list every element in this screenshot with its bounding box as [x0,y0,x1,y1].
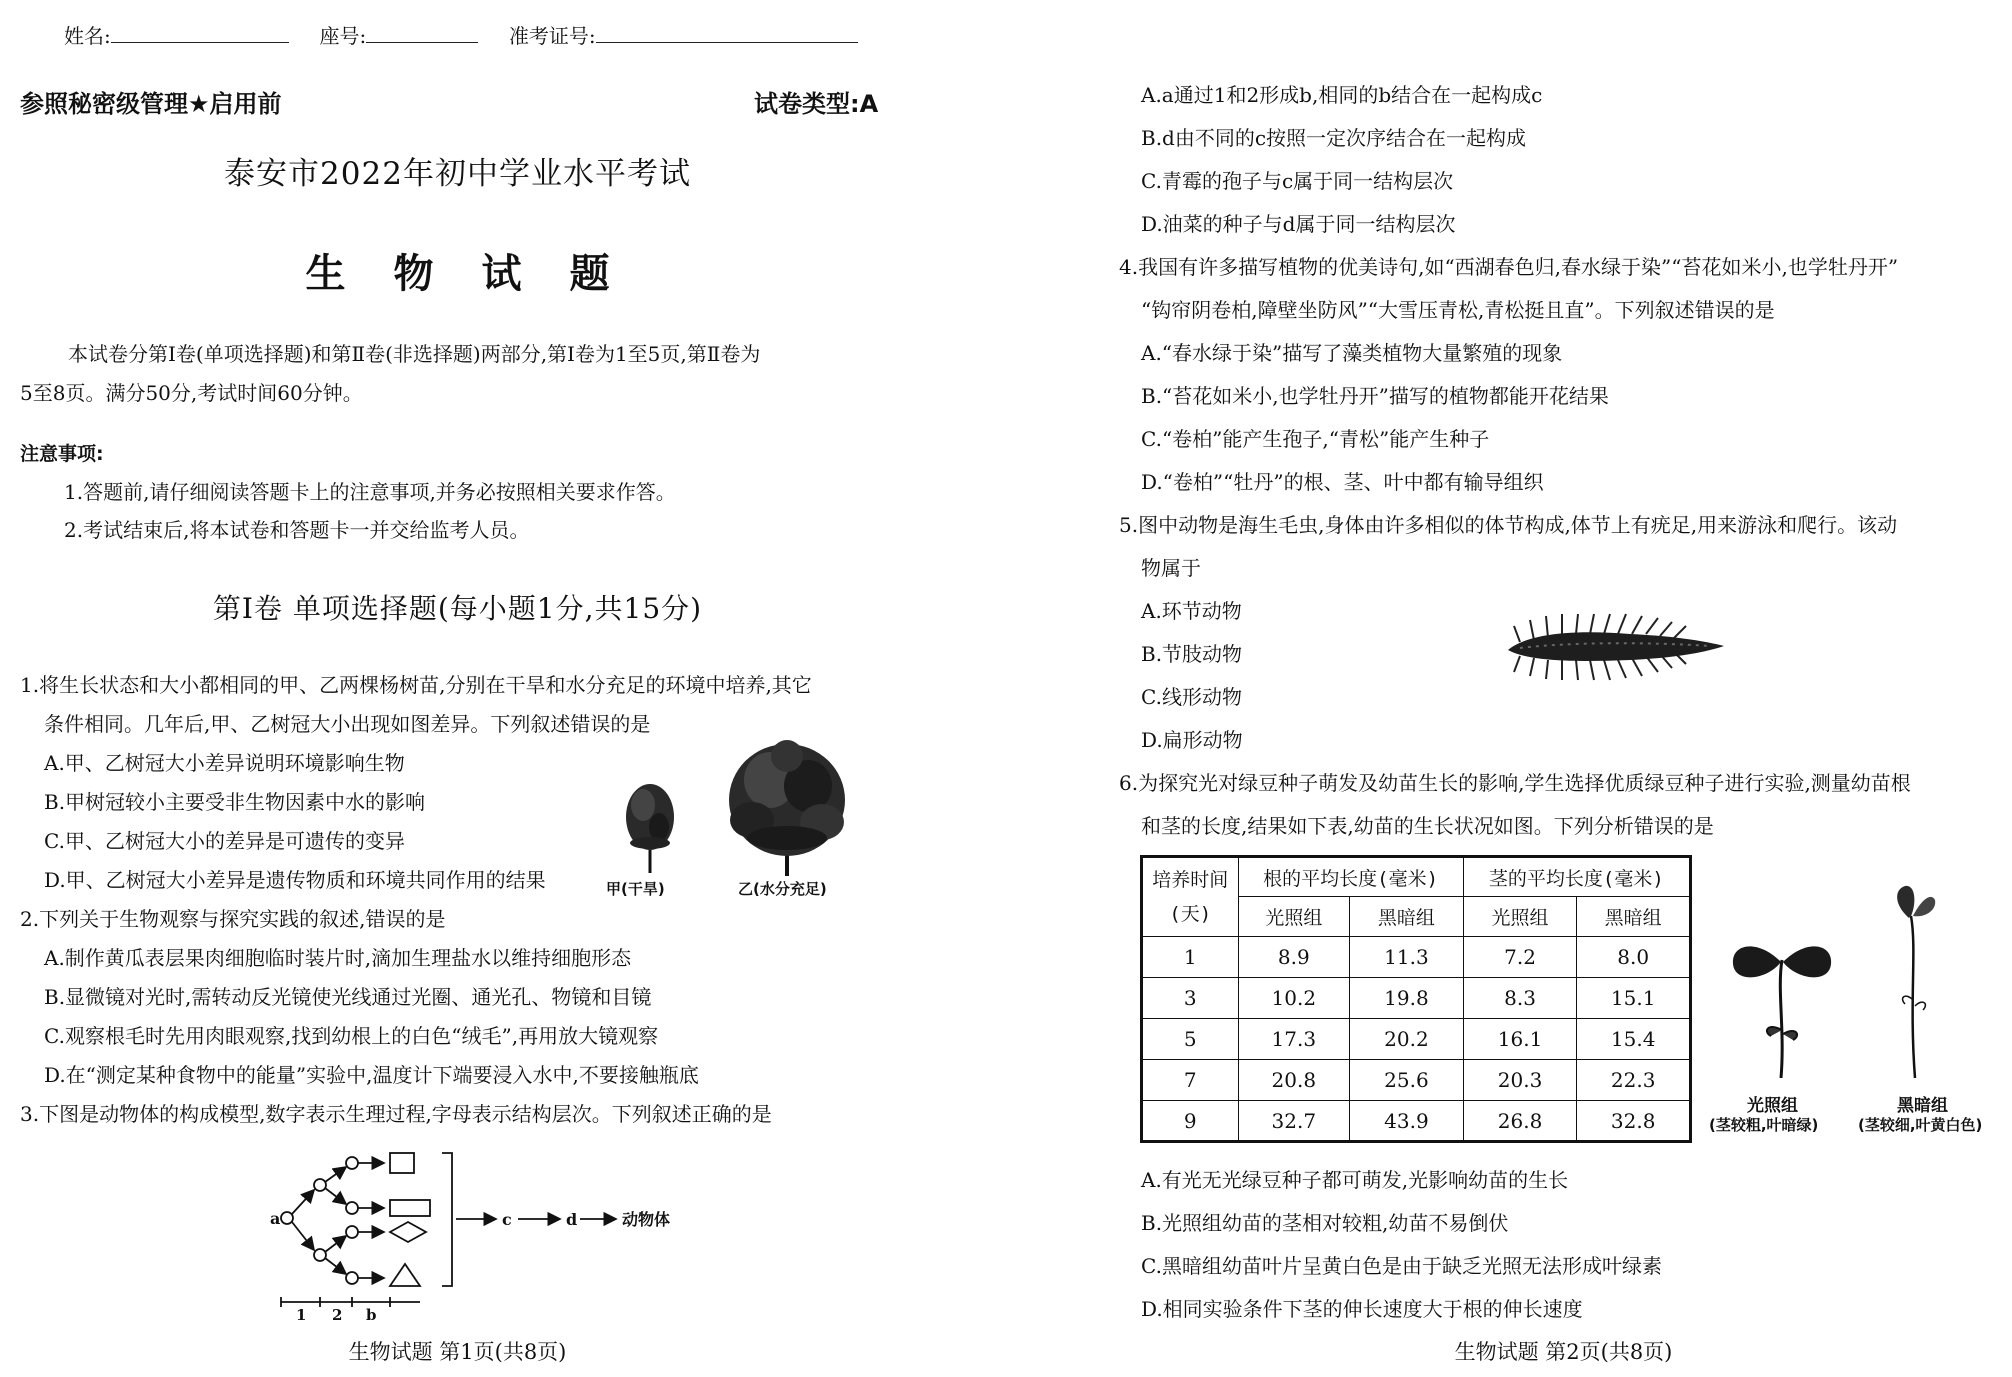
table-cell-stem-dark: 32.8 [1577,1101,1691,1142]
diagram-label-1: 1 [296,1306,307,1320]
table-cell-root-dark: 20.2 [1350,1019,1464,1060]
note-item-1: 1.答题前,请仔细阅读答题卡上的注意事项,并务必按照相关要求作答。 [64,480,676,504]
page-1 [0,0,915,1377]
q4-option-c[interactable]: C.“卷柏”能产生孢子,“青松”能产生种子 [1141,427,1490,451]
animal-structure-diagram [260,1140,690,1320]
q1-option-c[interactable]: C.甲、乙树冠大小的差异是可遗传的变异 [44,829,405,853]
page-2 [1115,0,2012,1377]
paper-type-label: 试卷类型:A [754,90,879,118]
q1-option-d[interactable]: D.甲、乙树冠大小差异是遗传物质和环境共同作用的结果 [44,868,546,892]
table-cell-stem-dark: 15.1 [1577,978,1691,1019]
table-cell-day: 1 [1142,937,1239,978]
table-header-root-dark: 黑暗组 [1350,897,1464,937]
table-cell-stem-light: 7.2 [1463,937,1577,978]
q5-option-c[interactable]: C.线形动物 [1141,685,1242,709]
candidate-info-row [64,20,858,49]
q5-option-a[interactable]: A.环节动物 [1141,599,1242,623]
light-seedling-figure [1727,930,1837,1080]
dark-group-desc: (茎较细,叶黄白色) [1858,1116,1983,1134]
q2-option-c[interactable]: C.观察根毛时先用肉眼观察,找到幼根上的白色“绒毛”,再用放大镜观察 [44,1024,659,1048]
q4-stem-line-2: “钩帘阴卷柏,障壁坐防风”“大雪压青松,青松挺且直”。下列叙述错误的是 [1141,298,1775,322]
table-cell-day: 7 [1142,1060,1239,1101]
table-cell-root-dark: 25.6 [1350,1060,1464,1101]
q3-option-b[interactable]: B.d由不同的c按照一定次序结合在一起构成 [1141,126,1527,150]
seat-blank[interactable] [366,24,478,43]
table-cell-root-dark: 43.9 [1350,1101,1464,1142]
q2-stem: 2.下列关于生物观察与探究实践的叙述,错误的是 [20,907,446,931]
q6-option-b[interactable]: B.光照组幼苗的茎相对较粗,幼苗不易倒伏 [1141,1211,1509,1235]
exam-title: 泰安市2022年初中学业水平考试 [224,156,691,192]
table-row [1142,1060,1691,1101]
small-tree-caption: 甲(干旱) [606,880,665,898]
q6-option-a[interactable]: A.有光无光绿豆种子都可萌发,光影响幼苗的生长 [1141,1168,1569,1192]
sea-worm-figure [1500,612,1730,682]
intro-line-2: 5至8页。满分50分,考试时间60分钟。 [20,381,363,405]
q6-option-c[interactable]: C.黑暗组幼苗叶片呈黄白色是由于缺乏光照无法形成叶绿素 [1141,1254,1662,1278]
light-group-desc: (茎较粗,叶暗绿) [1709,1116,1819,1134]
table-cell-day: 3 [1142,978,1239,1019]
page-2-footer: 生物试题 第2页(共8页) [1454,1340,1673,1364]
small-tree-figure [615,775,685,875]
table-cell-root-light: 20.8 [1238,1060,1350,1101]
exam-number-label: 准考证号: [508,24,596,48]
table-row [1142,1019,1691,1060]
table-cell-stem-light: 16.1 [1463,1019,1577,1060]
q2-option-a[interactable]: A.制作黄瓜表层果肉细胞临时装片时,滴加生理盐水以维持细胞形态 [44,946,632,970]
q5-stem-line-2: 物属于 [1141,556,1201,580]
dark-seedling-figure [1875,880,1955,1080]
table-cell-stem-dark: 15.4 [1577,1019,1691,1060]
diagram-label-a: a [270,1209,281,1228]
q4-option-b[interactable]: B.“苔花如米小,也学牡丹开”描写的植物都能开花结果 [1141,384,1609,408]
table-cell-stem-light: 26.8 [1463,1101,1577,1142]
table-row [1142,937,1691,978]
q5-option-d[interactable]: D.扁形动物 [1141,728,1243,752]
q3-stem: 3.下图是动物体的构成模型,数字表示生理过程,字母表示结构层次。下列叙述正确的是 [20,1102,772,1126]
note-item-2: 2.考试结束后,将本试卷和答题卡一并交给监考人员。 [64,518,530,542]
q1-option-b[interactable]: B.甲树冠较小主要受非生物因素中水的影响 [44,790,426,814]
growth-data-table [1140,855,1692,1143]
table-row [1142,1101,1691,1142]
exam-number-blank[interactable] [596,24,858,43]
table-cell-root-light: 10.2 [1238,978,1350,1019]
seat-label: 座号: [319,24,367,48]
table-cell-root-light: 17.3 [1238,1019,1350,1060]
table-row [1142,978,1691,1019]
table-header-time: 培养时间 (天) [1142,857,1239,937]
q4-option-a[interactable]: A.“春水绿于染”描写了藻类植物大量繁殖的现象 [1141,341,1563,365]
table-cell-root-dark: 19.8 [1350,978,1464,1019]
large-tree-caption: 乙(水分充足) [738,880,827,898]
q3-option-c[interactable]: C.青霉的孢子与c属于同一结构层次 [1141,169,1454,193]
q2-option-d[interactable]: D.在“测定某种食物中的能量”实验中,温度计下端要浸入水中,不要接触瓶底 [44,1063,699,1087]
table-cell-root-light: 8.9 [1238,937,1350,978]
table-header-root-light: 光照组 [1238,897,1350,937]
table-cell-stem-dark: 22.3 [1577,1060,1691,1101]
intro-line-1: 本试卷分第Ⅰ卷(单项选择题)和第Ⅱ卷(非选择题)两部分,第Ⅰ卷为1至5页,第Ⅱ卷为 [68,342,761,366]
q4-stem-line-1: 4.我国有许多描写植物的优美诗句,如“西湖春色归,春水绿于染”“苔花如米小,也学牡丹开” [1119,255,1899,279]
table-cell-day: 9 [1142,1101,1239,1142]
notes-title: 注意事项: [20,443,104,465]
table-header-stem: 茎的平均长度(毫米) [1463,857,1690,897]
q6-option-d[interactable]: D.相同实验条件下茎的伸长速度大于根的伸长速度 [1141,1297,1583,1321]
diagram-label-c: c [502,1210,512,1229]
name-blank[interactable] [111,24,289,43]
table-cell-root-dark: 11.3 [1350,937,1464,978]
q3-option-a[interactable]: A.a通过1和2形成b,相同的b结合在一起构成c [1141,83,1543,107]
table-cell-stem-dark: 8.0 [1577,937,1691,978]
q1-option-a[interactable]: A.甲、乙树冠大小差异说明环境影响生物 [44,751,405,775]
q6-stem-line-2: 和茎的长度,结果如下表,幼苗的生长状况如图。下列分析错误的是 [1141,814,1714,838]
light-group-title: 光照组 [1747,1096,1798,1116]
table-header-stem-light: 光照组 [1463,897,1577,937]
q4-option-d[interactable]: D.“卷柏”“牡丹”的根、茎、叶中都有输导组织 [1141,470,1544,494]
q2-option-b[interactable]: B.显微镜对光时,需转动反光镜使光线通过光圈、通光孔、物镜和目镜 [44,985,652,1009]
q5-option-b[interactable]: B.节肢动物 [1141,642,1243,666]
q1-stem-line-1: 1.将生长状态和大小都相同的甲、乙两棵杨树苗,分别在干旱和水分充足的环境中培养,其它 [20,673,812,697]
table-cell-root-light: 32.7 [1238,1101,1350,1142]
section-title: 第Ⅰ卷 单项选择题(每小题1分,共15分) [212,592,703,625]
page-1-footer: 生物试题 第1页(共8页) [348,1340,567,1364]
table-header-root: 根的平均长度(毫米) [1238,857,1463,897]
q5-stem-line-1: 5.图中动物是海生毛虫,身体由许多相似的体节构成,体节上有疣足,用来游泳和爬行。该动 [1119,513,1898,537]
secret-level-label: 参照秘密级管理★启用前 [20,90,282,118]
table-cell-stem-light: 8.3 [1463,978,1577,1019]
subject-title: 生物试题 [305,251,658,297]
q1-stem-line-2: 条件相同。几年后,甲、乙树冠大小出现如图差异。下列叙述错误的是 [44,712,651,736]
q6-stem-line-1: 6.为探究光对绿豆种子萌发及幼苗生长的影响,学生选择优质绿豆种子进行实验,测量幼苗根 [1119,771,1911,795]
diagram-label-d: d [566,1210,578,1229]
large-tree-figure [722,738,852,878]
diagram-label-b: b [366,1306,377,1320]
table-header-stem-dark: 黑暗组 [1577,897,1691,937]
name-label: 姓名: [64,24,111,48]
diagram-label-2: 2 [332,1306,343,1320]
dark-group-title: 黑暗组 [1897,1096,1948,1116]
table-cell-day: 5 [1142,1019,1239,1060]
diagram-label-animal: 动物体 [622,1210,671,1229]
table-cell-stem-light: 20.3 [1463,1060,1577,1101]
q3-option-d[interactable]: D.油菜的种子与d属于同一结构层次 [1141,212,1456,236]
